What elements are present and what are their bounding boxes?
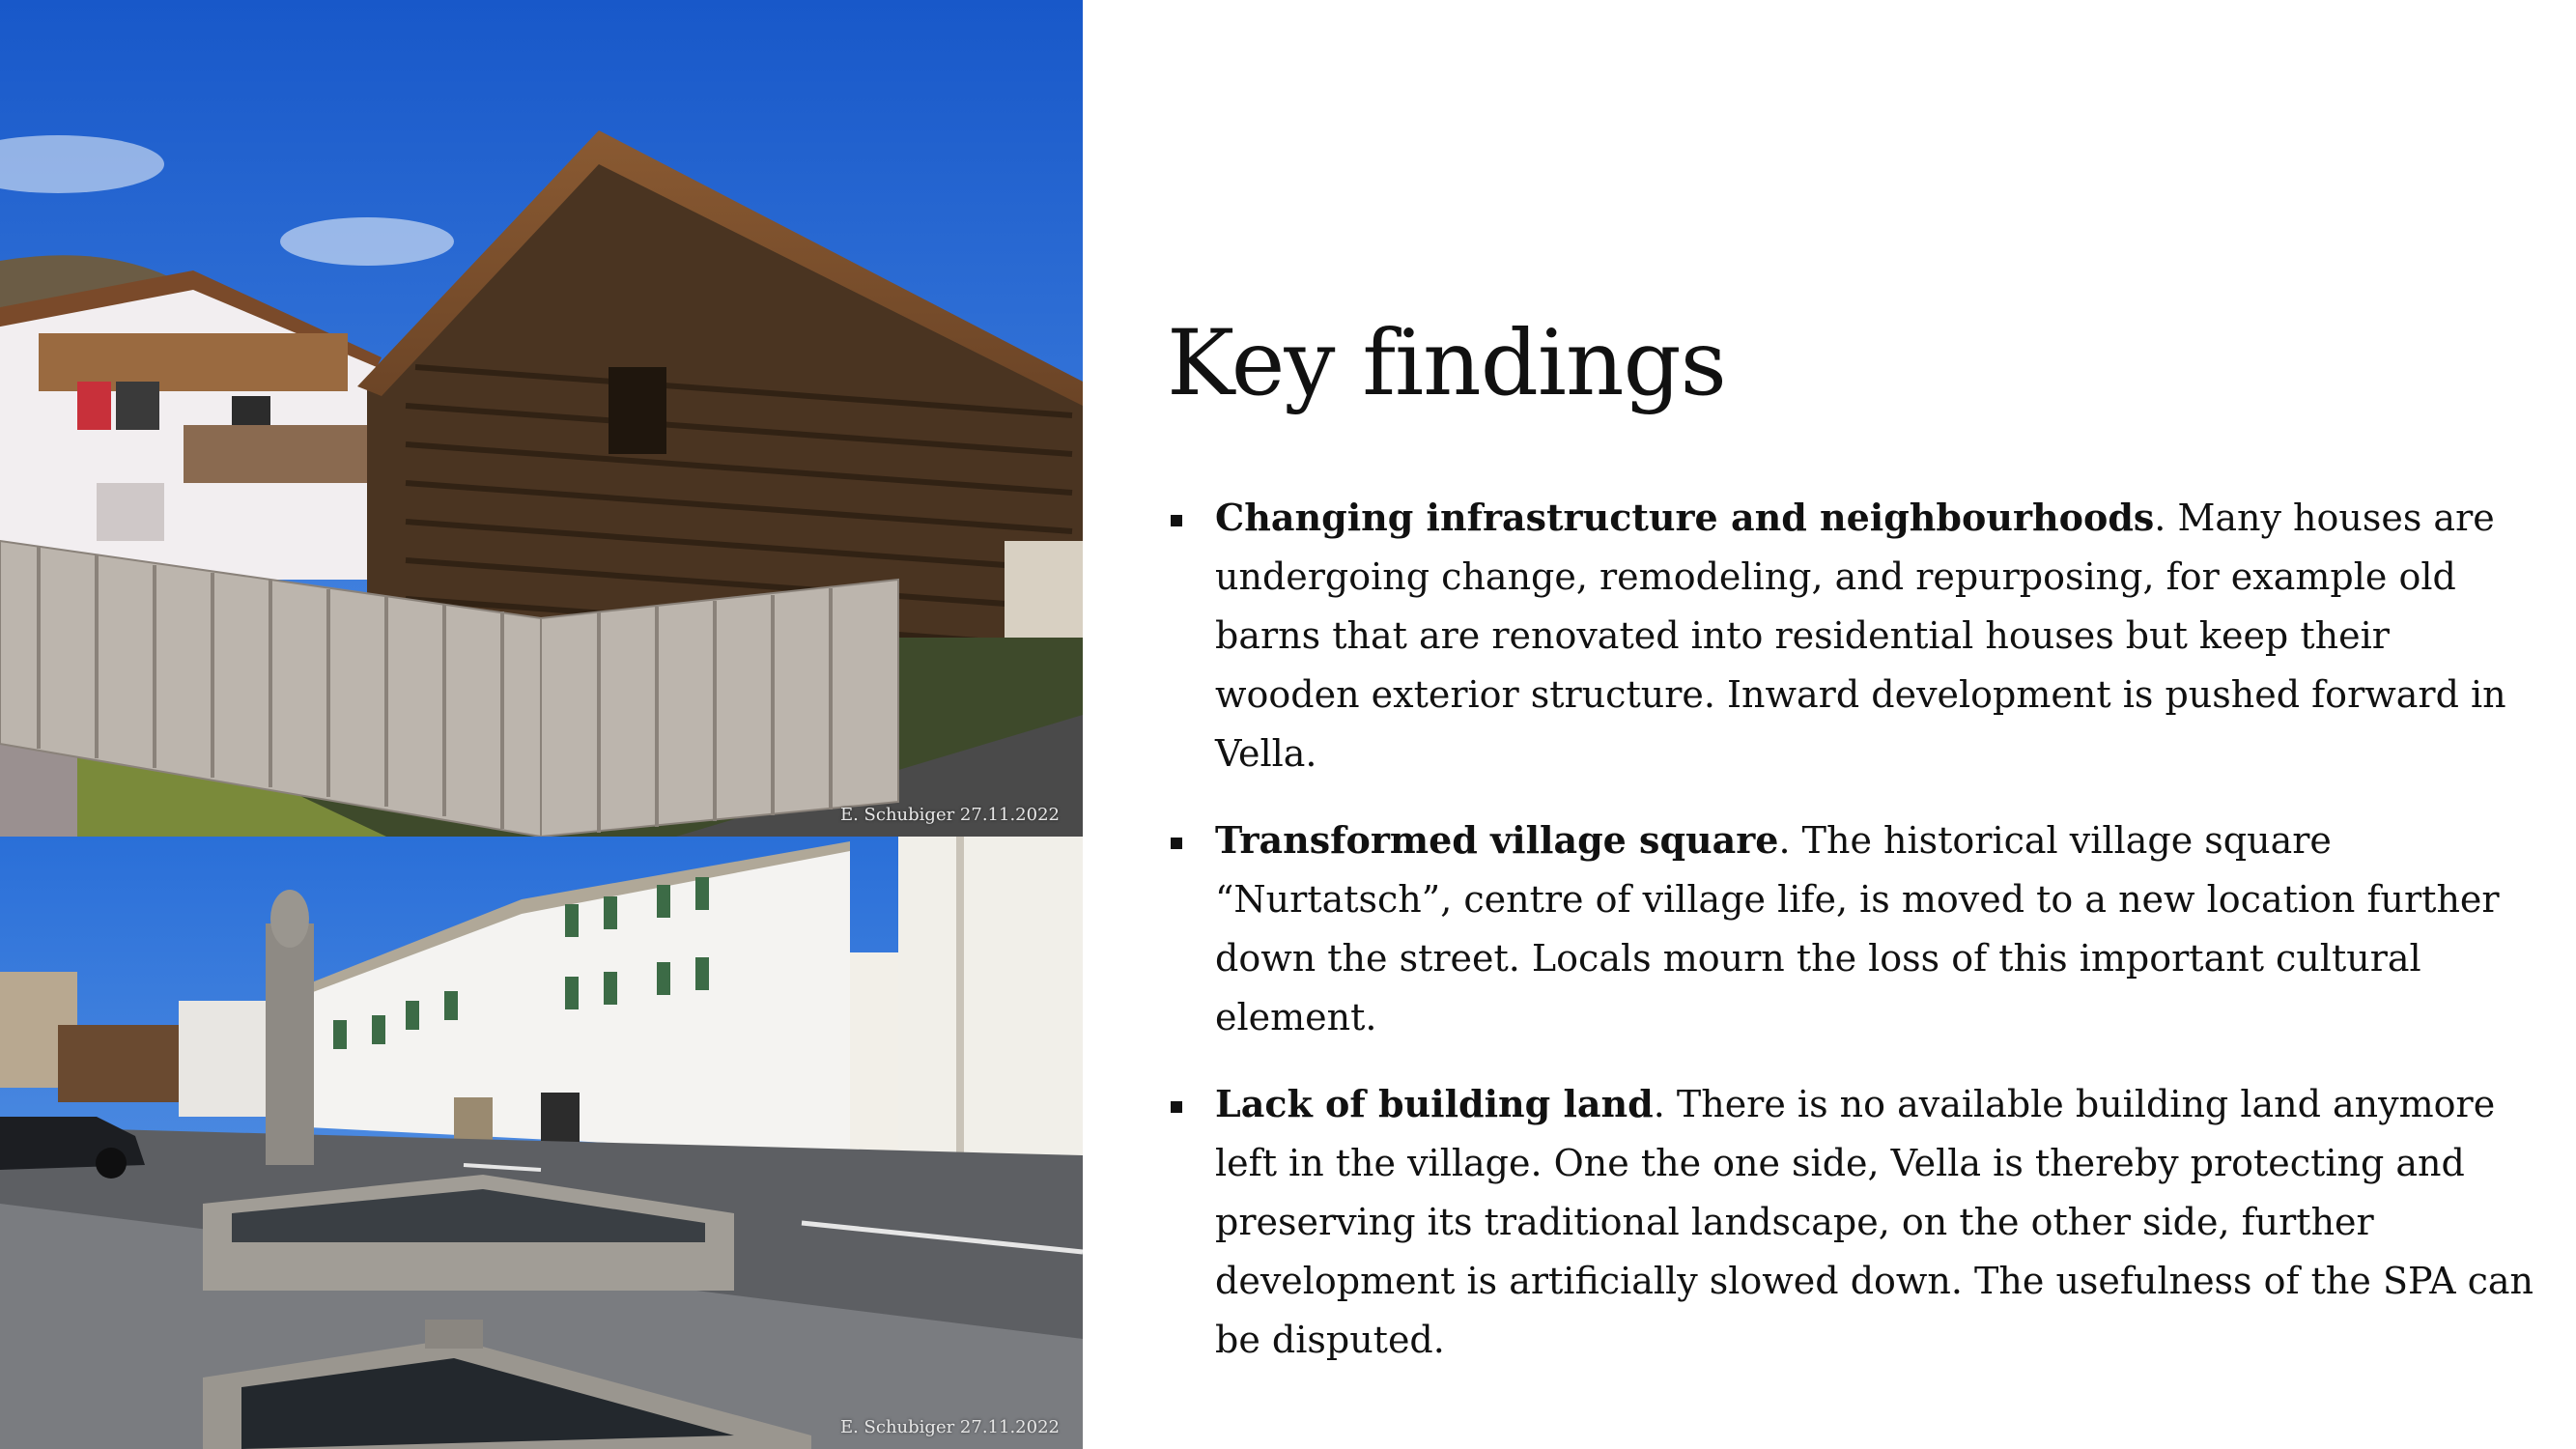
slide-title: Key findings (1167, 311, 1726, 416)
square-bullet-icon (1171, 810, 1184, 869)
finding-heading: Changing infrastructure and neighbourhoods (1215, 496, 2155, 539)
finding-item (1167, 488, 2538, 783)
finding-heading: Transformed village square (1215, 818, 1779, 862)
square-bullet-icon (1171, 488, 1184, 547)
square-bullet-icon (1171, 1074, 1184, 1133)
finding-text: . Many houses are undergoing change, remodeling, and repurposing, for example old barns that are renovated into residential houses but keep their wooden exterior structure. Inward development is pushed forward in Vella. (1215, 497, 2506, 775)
photo-wooden-barn (0, 0, 1083, 837)
finding-item (1167, 810, 2538, 1047)
finding-text: . The historical village square “Nurtatsch”, centre of village life, is moved to a new location further down the street. Locals mourn the loss of this important cultural element. (1215, 819, 2500, 1038)
barn-illustration (0, 0, 1083, 837)
photo-village-fountain (0, 837, 1083, 1449)
finding-heading: Lack of building land (1215, 1082, 1654, 1125)
finding-item (1167, 1074, 2538, 1370)
fountain-illustration (0, 837, 1083, 1449)
photo-credit: E. Schubiger 27.11.2022 (839, 805, 1060, 825)
photo-credit: E. Schubiger 27.11.2022 (839, 1417, 1060, 1437)
findings-list (1167, 488, 2538, 1397)
finding-text: . There is no available building land anymore left in the village. One the one side, Vella is thereby protecting and preserving its traditional landscape, on the other side, further development is artificially slowed down. The usefulness of the SPA can be disputed. (1215, 1083, 2534, 1361)
